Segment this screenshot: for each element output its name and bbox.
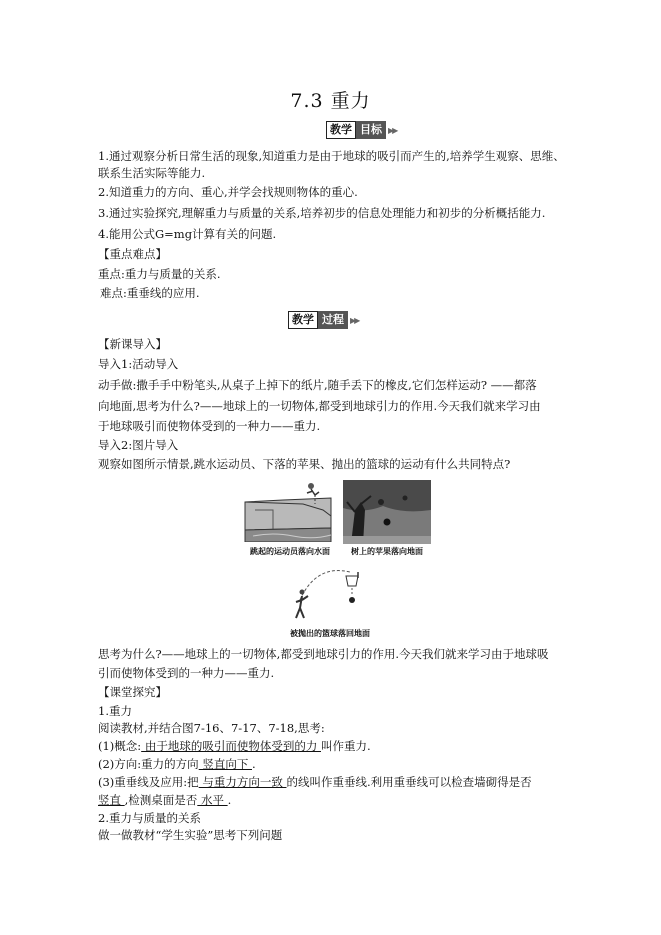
- double-arrow-icon: ▶▶: [350, 315, 359, 325]
- explore-header: 【课堂探究】: [98, 685, 167, 699]
- question-plumb-line: [98, 774, 532, 790]
- think-line: 思考为什么?——地球上的一切物体,都受到地球引力的作用.今天我们就来学习由于地球吸: [98, 647, 549, 661]
- intro-header: 【新课导入】: [98, 337, 167, 351]
- question-prefix: (1)概念:: [98, 739, 142, 753]
- key-point: 重点:重力与质量的关系.: [98, 267, 221, 281]
- caption-apple: 树上的苹果落向地面: [351, 547, 423, 556]
- question-prefix: (3)重垂线及应用:把: [98, 775, 199, 789]
- section1-title: 1.重力: [98, 704, 132, 718]
- question-prefix: (2)方向:重力的方向: [98, 757, 199, 771]
- goal-line: 联系生活实际等能力.: [98, 166, 206, 180]
- double-arrow-icon: ▶▶: [388, 125, 397, 135]
- question-concept: [98, 738, 371, 754]
- basketball-illustration: [286, 562, 376, 624]
- intro1-line: 向地面,思考为什么?——地球上的一切物体,都受到地球引力的作用.今天我们就来学习由: [98, 399, 541, 413]
- question-middle: ,检测桌面是否: [124, 793, 198, 807]
- goal-line: 3.通过实验探究,理解重力与质量的关系,培养初步的信息处理能力和初步的分析概括能力.: [98, 206, 546, 220]
- difficulty-point: 难点:重垂线的应用.: [100, 286, 200, 300]
- caption-diver: 跳起的运动员落向水面: [250, 547, 330, 556]
- read-instruction: 阅读教材,并结合图7-16、7-17、7-18,思考:: [98, 721, 325, 735]
- banner-right-label: 过程: [318, 311, 348, 329]
- goal-line: 4.能用公式G=mg计算有关的问题.: [98, 227, 277, 241]
- intro1-line: 动手做:撒手手中粉笔头,从桌子上掉下的纸片,随手丢下的橡皮,它们怎样运动? ——都落: [98, 378, 537, 392]
- key-difficulty-header: 【重点难点】: [98, 247, 167, 261]
- question-plumb-line-cont: [98, 792, 231, 808]
- banner-teaching-process: [288, 311, 358, 329]
- banner-right-label: 目标: [356, 121, 386, 139]
- think-line: 引而使物体受到的一种力——重力.: [98, 666, 275, 680]
- section2-instruction: 做一做教材“学生实验”思考下列问题: [98, 828, 283, 842]
- intro1-line: 于地球吸引而使物体受到的一种力——重力.: [98, 419, 321, 433]
- diver-illustration: [243, 480, 333, 542]
- banner-left-label: 教学: [288, 311, 318, 329]
- question-suffix: .: [251, 757, 256, 771]
- question-direction: [98, 756, 256, 772]
- answer-blank: 与重力方向一致: [198, 775, 287, 789]
- intro2-title: 导入2:图片导入: [98, 438, 179, 452]
- intro2-question: 观察如图所示情景,跳水运动员、下落的苹果、抛出的篮球的运动有什么共同特点?: [98, 457, 511, 471]
- goal-line: 2.知道重力的方向、重心,并学会找规则物体的重心.: [98, 185, 358, 199]
- banner-left-label: 教学: [326, 121, 356, 139]
- answer-blank: 竖直: [98, 793, 125, 807]
- apple-tree-illustration: [343, 480, 431, 544]
- answer-blank: 由于地球的吸引而使物体受到的力: [141, 739, 321, 753]
- section2-title: 2.重力与质量的关系: [98, 811, 201, 825]
- goal-line: 1.通过观察分析日常生活的现象,知道重力是由于地球的吸引而产生的,培养学生观察、思维、: [98, 149, 565, 163]
- intro1-title: 导入1:活动导入: [98, 357, 179, 371]
- caption-ball: 被抛出的篮球落回地面: [290, 629, 370, 638]
- answer-blank: 水平: [197, 793, 228, 807]
- banner-teaching-goals: [326, 121, 396, 139]
- question-suffix: 的线叫作重垂线.利用重垂线可以检查墙砌得是否: [286, 775, 532, 789]
- answer-blank: 竖直向下: [198, 757, 252, 771]
- question-suffix: 叫作重力.: [320, 739, 371, 753]
- page-title: 7.3 重力: [290, 90, 371, 112]
- question-suffix: .: [227, 793, 232, 807]
